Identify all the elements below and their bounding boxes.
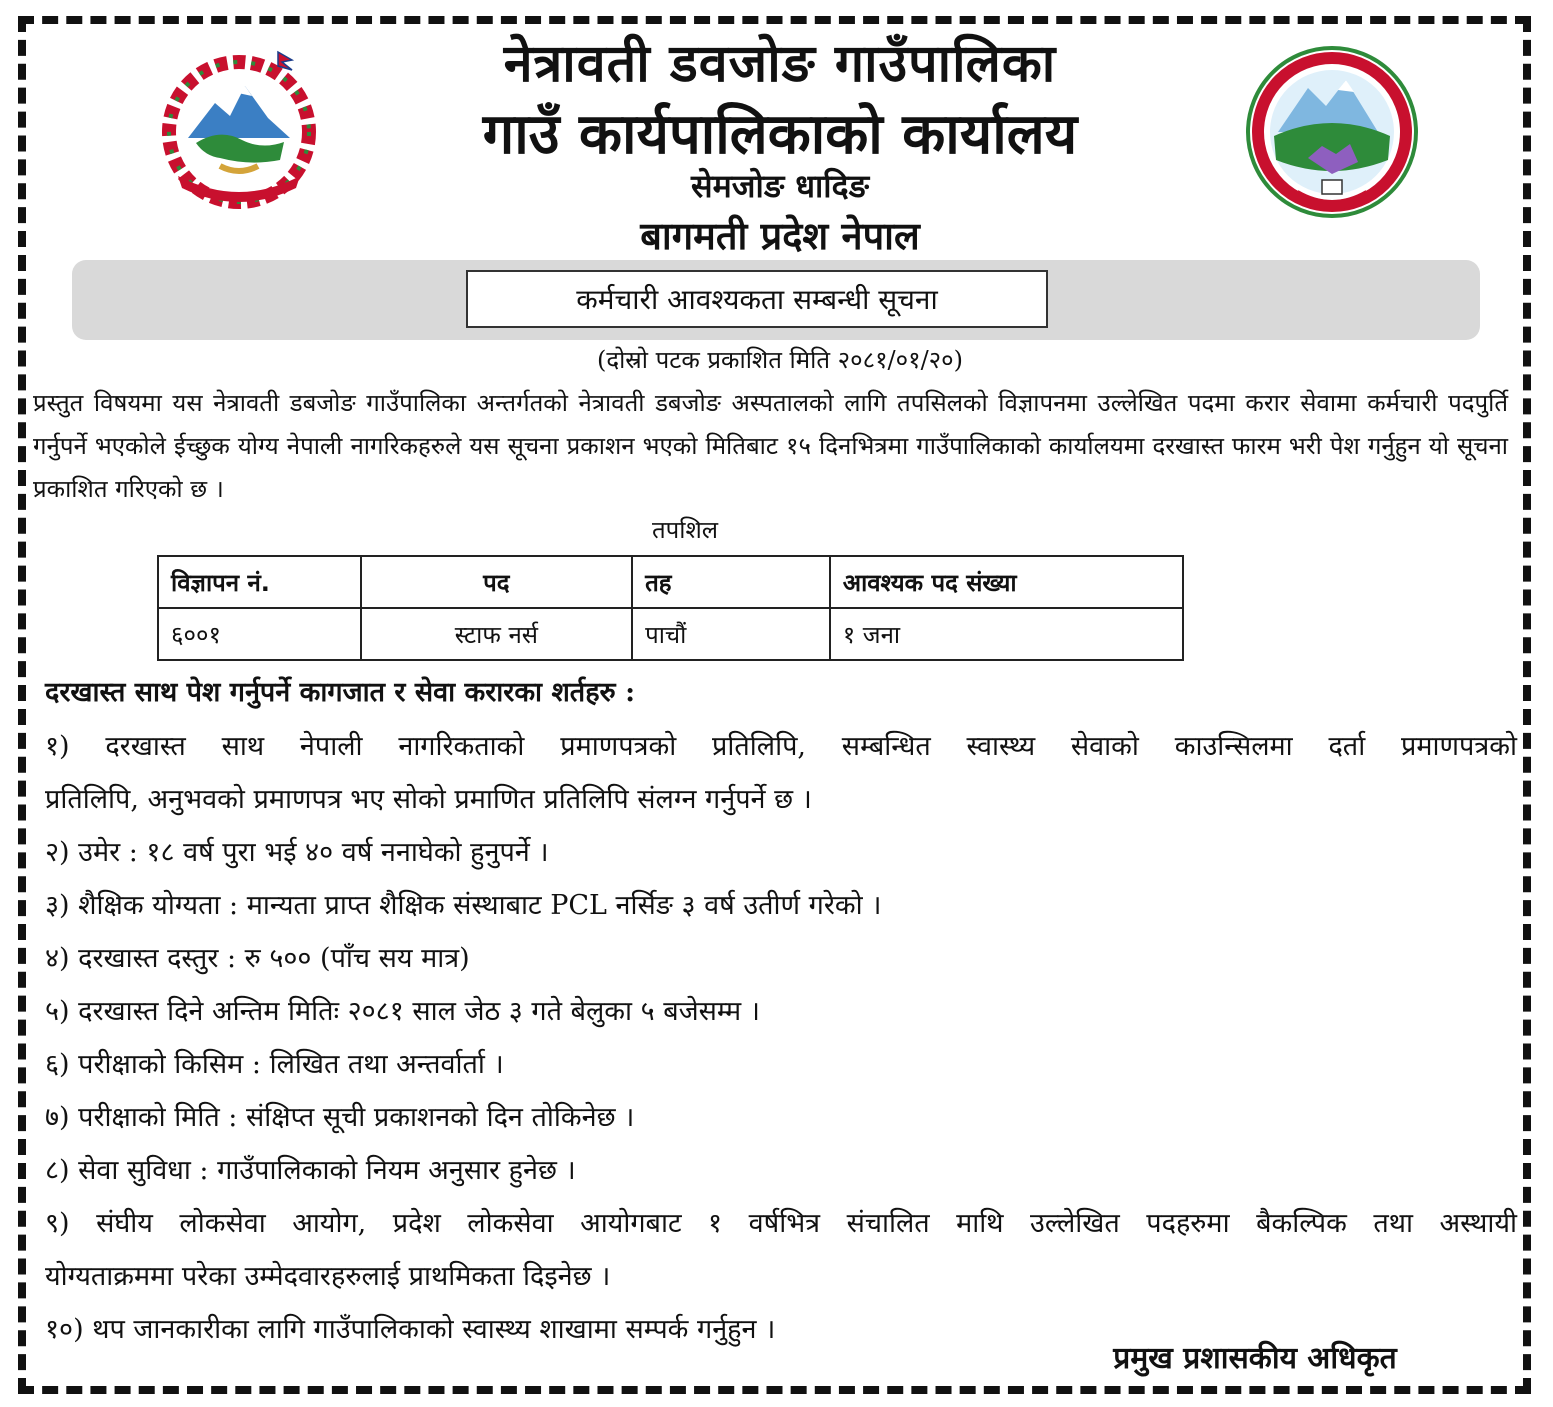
municipality-logo-icon <box>1238 40 1426 225</box>
header-level: तह <box>632 556 830 608</box>
conditions-heading: दरखास्त साथ पेश गर्नुपर्ने कागजात र सेवा करारका शर्तहरु : <box>45 677 636 708</box>
cell-required-count: १ जना <box>830 608 1183 660</box>
table-header-row <box>158 556 1183 608</box>
office-name: गाउँ कार्यपालिकाको कार्यालय <box>482 101 1078 167</box>
condition-line: १) दरखास्त साथ नेपाली नागरिकताको प्रमाणपत्रको प्रतिलिपि, सम्बन्धित स्वास्थ्य सेवाको काउन्सिलमा दर्ता प्रमाणपत्रको <box>45 731 1517 762</box>
notice-title: कर्मचारी आवश्यकता सम्बन्धी सूचना <box>466 270 1048 328</box>
vacancy-table <box>157 555 1184 661</box>
cell-ad-number: ६००१ <box>158 608 361 660</box>
condition-line: २) उमेर : १८ वर्ष पुरा भई ४० वर्ष ननाघेको हुनुपर्ने । <box>45 837 549 868</box>
table-caption: तपशिल <box>651 516 719 544</box>
cell-position: स्टाफ नर्स <box>361 608 632 660</box>
condition-line: प्रतिलिपि, अनुभवको प्रमाणपत्र भए सोको प्रमाणित प्रतिलिपि संलग्न गर्नुपर्ने छ । <box>45 784 812 815</box>
condition-line: ५) दरखास्त दिने अन्तिम मितिः २०८१ साल जेठ ३ गते बेलुका ५ बजेसम्म । <box>45 996 760 1027</box>
cell-level: पाचौं <box>632 608 830 660</box>
header-required-count: आवश्यक पद संख्या <box>830 556 1183 608</box>
condition-line: योग्यताक्रममा परेका उम्मेदवारहरुलाई प्राथमिकता दिइनेछ । <box>45 1261 611 1292</box>
condition-line: ८) सेवा सुविधा : गाउँपालिकाको नियम अनुसार हुनेछ । <box>45 1155 576 1186</box>
condition-line: ९) संघीय लोकसेवा आयोग, प्रदेश लोकसेवा आयोगबाट १ वर्षभित्र संचालित माथि उल्लेखित पदहरुमा बैकल्पिक तथा अस्थायी <box>45 1208 1517 1239</box>
table-row <box>158 608 1183 660</box>
municipality-name: नेत्रावती डवजोङ गाउँपालिका <box>503 33 1057 94</box>
condition-line: ४) दरखास्त दस्तुर : रु ५०० (पाँच सय मात्र) <box>45 943 470 974</box>
header-ad-number: विज्ञापन नं. <box>158 556 361 608</box>
condition-line: १०) थप जानकारीका लागि गाउँपालिकाको स्वास्थ्य शाखामा सम्पर्क गर्नुहुन । <box>45 1314 776 1345</box>
office-location: सेमजोङ धादिङ <box>691 167 869 205</box>
publish-note: (दोस्रो पटक प्रकाशित मिति २०८१/०१/२०) <box>596 346 964 374</box>
intro-paragraph: प्रस्तुत विषयमा यस नेत्रावती डबजोङ गाउँपालिका अन्तर्गतको नेत्रावती डबजोङ अस्पतालको लागि तपसिलको विज्ञापनमा उल्लेखित पदमा करार सेवामा कर्मचारी पदपुर्ति गर्नुपर्ने भएकोले ईच्छुक योग्य नेपाली नागरिकहरुले यस सूचना प्रकाशन भएको मितिबाट १५ दिनभित्रमा गाउँपालिकाको कार्यालयमा दरखास्त फारम भरी पेश गर्नुहुन यो सूचना प्रकाशित गरिएको छ । <box>33 389 1508 503</box>
condition-line: ६) परीक्षाको किसिम : लिखित तथा अन्तर्वार्ता । <box>45 1049 504 1080</box>
condition-line: ३) शैक्षिक योग्यता : मान्यता प्राप्त शैक्षिक संस्थाबाट PCL नर्सिङ ३ वर्ष उतीर्ण गरेको । <box>45 890 882 921</box>
header-position: पद <box>361 556 632 608</box>
nepal-emblem-icon <box>150 48 328 218</box>
province-name: बागमती प्रदेश नेपाल <box>640 213 920 258</box>
signature-title: प्रमुख प्रशासकीय अधिकृत <box>1113 1341 1397 1376</box>
condition-line: ७) परीक्षाको मिति : संक्षिप्त सूची प्रकाशनको दिन तोकिनेछ । <box>45 1102 635 1133</box>
